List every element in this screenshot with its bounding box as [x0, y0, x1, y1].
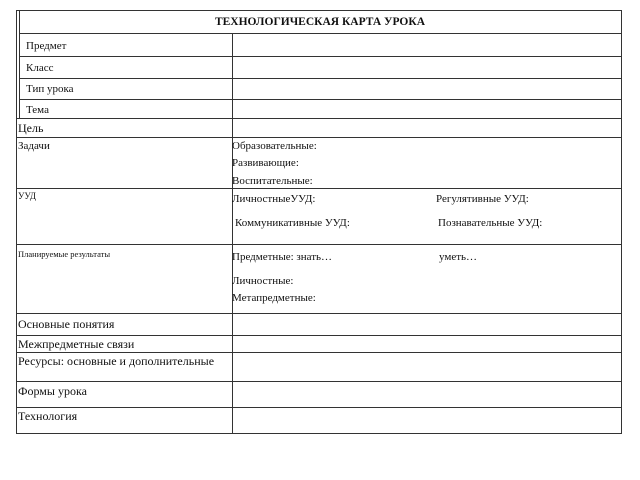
divider-results — [16, 313, 622, 314]
divider-goal — [16, 137, 622, 138]
results-subject-can: уметь… — [439, 251, 478, 263]
lesson-type-label: Тип урока — [26, 83, 74, 95]
tasks-developing: Развивающие: — [232, 157, 299, 169]
divider-forms — [16, 407, 622, 408]
divider-concepts — [16, 335, 622, 336]
uud-label: УУД — [18, 191, 36, 201]
column-divider — [232, 34, 233, 434]
class-label: Класс — [26, 62, 54, 74]
interdisciplinary-label: Межпредметные связи — [18, 337, 135, 351]
forms-label: Формы урока — [18, 384, 87, 398]
divider-title — [19, 33, 622, 34]
topic-label: Тема — [26, 104, 49, 116]
concepts-label: Основные понятия — [18, 317, 115, 331]
card-title: ТЕХНОЛОГИЧЕСКАЯ КАРТА УРОКА — [214, 16, 426, 28]
resources-label: Ресурсы: основные и дополнительные — [18, 354, 215, 368]
divider-uud — [16, 244, 622, 245]
divider-class — [19, 78, 622, 79]
divider-subject — [19, 56, 622, 57]
border-left-outer — [16, 10, 17, 434]
results-personal: Личностные: — [232, 275, 294, 287]
subject-label: Предмет — [26, 40, 67, 52]
border-bottom — [16, 433, 622, 434]
technology-label: Технология — [18, 409, 78, 423]
tasks-educational: Образовательные: — [232, 140, 317, 152]
uud-personal: ЛичностныеУУД: — [232, 193, 316, 205]
uud-communicative: Коммуникативные УУД: — [235, 217, 350, 229]
tasks-upbringing: Воспитательные: — [232, 175, 313, 187]
border-right — [621, 10, 622, 434]
divider-topic — [16, 118, 622, 119]
results-subject-know: Предметные: знать… — [232, 251, 333, 263]
results-metasubject: Метапредметные: — [232, 292, 316, 304]
border-top — [16, 10, 622, 11]
uud-regulatory: Регулятивные УУД: — [436, 193, 529, 205]
uud-cognitive: Познавательные УУД: — [438, 217, 543, 229]
divider-lesson-type — [19, 99, 622, 100]
divider-tasks — [16, 188, 622, 189]
goal-label: Цель — [18, 121, 44, 135]
results-label: Планируемые результаты — [18, 249, 111, 259]
tasks-label: Задачи — [18, 140, 50, 152]
divider-interdisciplinary — [16, 352, 622, 353]
divider-resources — [16, 381, 622, 382]
